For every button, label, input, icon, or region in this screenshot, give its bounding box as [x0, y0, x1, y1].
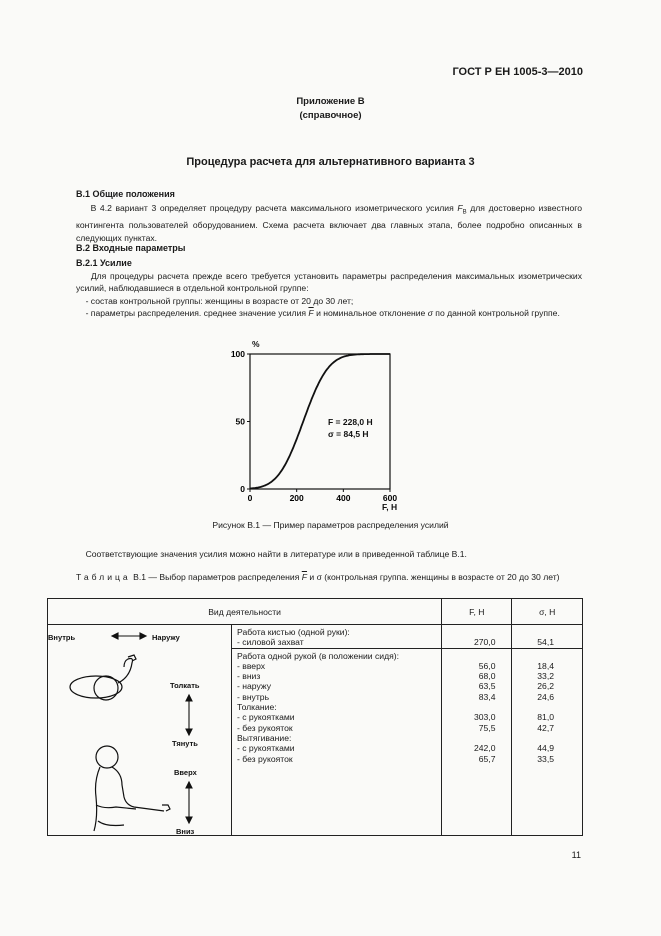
- b21-item2-b: и номинальное отклонение: [316, 308, 426, 319]
- row-label: - без рукояток: [237, 722, 293, 733]
- row-sigma-value: 33,5: [537, 753, 554, 764]
- row-label: - вниз: [237, 671, 261, 682]
- row-f-value: 63,5: [478, 681, 496, 692]
- y-axis-label: %: [252, 339, 260, 349]
- row-f-value: 56,0: [478, 660, 496, 671]
- label-outward: Наружу: [152, 633, 180, 642]
- label-down: Вниз: [176, 827, 195, 835]
- arrow-up-down: [186, 782, 192, 823]
- f-values-cell: [442, 625, 512, 836]
- row-label: - с рукоятками: [237, 712, 295, 723]
- row-label: Вытягивание:: [237, 732, 292, 743]
- row-sigma-value: 81,0: [537, 712, 554, 723]
- row-f-value: 68,0: [478, 671, 496, 682]
- sigma-values-cell: [512, 625, 583, 836]
- x-tick-label: 400: [336, 493, 351, 503]
- row-label: Работа одной рукой (в положении сидя):: [237, 650, 399, 661]
- label-push: Толкать: [170, 681, 200, 690]
- table-caption-symbol: $\overline{F}$: [301, 572, 308, 582]
- y-tick-label: 100: [230, 349, 245, 359]
- x-axis-label: F, Н: [382, 502, 398, 512]
- paragraph-after-figure: [76, 548, 582, 560]
- row-sigma-value: 54,1: [537, 637, 554, 648]
- label-pull: Тянуть: [172, 739, 198, 748]
- row-f-value: 303,0: [473, 712, 496, 723]
- row-f-value: 65,7: [478, 753, 496, 764]
- b21-text: Для процедуры расчета прежде всего требуется установить параметры распределения максимальных изометрических усилий, наблюдавшиеся в отдельной контрольной группе:: [76, 271, 582, 294]
- label-up: Вверх: [174, 768, 197, 777]
- section-title: Процедура расчета для альтернативного варианта 3: [186, 156, 475, 168]
- posture-sketches: [48, 625, 231, 835]
- row-f-value: [442, 733, 495, 743]
- row-label: Толкание:: [237, 702, 277, 713]
- x-tick-label: 200: [289, 493, 304, 503]
- row-f-value: [442, 702, 495, 712]
- document-code: ГОСТ Р ЕН 1005-3—2010: [452, 66, 583, 78]
- y-tick-label: 0: [240, 484, 245, 494]
- row-f-value: [442, 627, 495, 637]
- row-sigma-value: 42,7: [537, 722, 554, 733]
- row-sigma-value: [512, 702, 554, 712]
- activity-cell: [232, 625, 442, 836]
- table-caption: [76, 571, 582, 583]
- figure-caption: Рисунок В.1 — Пример параметров распределения усилий: [212, 520, 449, 530]
- header-f: F, Н: [442, 599, 512, 625]
- row-sigma-value: 33,2: [537, 671, 554, 682]
- row-f-value: 83,4: [478, 691, 496, 702]
- sketch-cell: [48, 625, 232, 836]
- fb-symbol: F: [457, 203, 463, 213]
- heading-b21: В.2.1 Усилие: [76, 258, 132, 268]
- x-tick-label: 600: [382, 493, 398, 503]
- table-caption-a: В.1 — Выбор параметров распределения: [133, 572, 300, 582]
- table-header-row: [48, 599, 583, 625]
- row-sigma-value: 24,6: [537, 691, 554, 702]
- x-tick-label: 0: [247, 493, 253, 503]
- header-sigma: σ, Н: [512, 599, 583, 625]
- row-label: Работа кистью (одной руки):: [237, 627, 350, 637]
- b1-text-b: для достоверно известного контингента пользователей оборудованием. Схема расчета включает два главных этапа, более подробно описанных в следующих пунктах.: [76, 203, 582, 243]
- top-view-figure: [70, 655, 136, 700]
- row-label: - силовой захват: [237, 637, 304, 648]
- b21-item2-c: по данной контрольной группе.: [435, 308, 560, 319]
- row-label: - внутрь: [237, 691, 270, 702]
- b21-item1: - состав контрольной группы: женщины в возрасте от 20 до 30 лет;: [85, 295, 354, 306]
- header-activity: Вид деятельности: [48, 599, 442, 625]
- row-sigma-value: 26,2: [537, 681, 554, 692]
- fb-subscript: B: [462, 209, 467, 216]
- mean-annotation: F = 228,0 Н: [328, 417, 373, 427]
- sigma-annotation: σ = 84,5 Н: [328, 429, 369, 439]
- row-label: - вверх: [237, 660, 266, 671]
- after-figure-text: Соответствующие значения усилия можно найти в литературе или в приведенной таблице В.1.: [85, 549, 467, 559]
- annex-name: Приложение В: [296, 96, 365, 107]
- arrow-push-pull: [186, 695, 192, 735]
- row-sigma-value: [512, 627, 554, 637]
- f-mean-symbol: $\overline{F}$: [308, 308, 314, 319]
- b21-item2-a: - параметры распределения. среднее значение усилия: [85, 308, 307, 319]
- table-body-row: [48, 625, 583, 836]
- heading-b2: В.2 Входные параметры: [76, 243, 186, 253]
- row-f-value: 270,0: [473, 637, 496, 648]
- table-caption-label: Таблица: [76, 572, 131, 582]
- heading-b1: В.1 Общие положения: [76, 189, 175, 199]
- row-label: - наружу: [237, 681, 271, 692]
- y-tick-label: 50: [235, 416, 245, 427]
- row-sigma-value: 44,9: [537, 743, 554, 754]
- row-sigma-value: 18,4: [537, 660, 554, 671]
- side-view-figure: [94, 746, 170, 831]
- sigma-symbol: σ: [427, 308, 433, 319]
- b1-text-a: В 4.2 вариант 3 определяет процедуру расчета максимального изометрического усилия: [90, 203, 454, 213]
- row-f-value: 75,5: [478, 722, 496, 733]
- row-sigma-value: [512, 651, 554, 661]
- row-f-value: 242,0: [473, 743, 496, 754]
- arrow-horizontal: [112, 633, 146, 639]
- page-number: 11: [571, 850, 581, 860]
- force-table: [47, 598, 583, 836]
- row-label: - с рукоятками: [237, 743, 295, 754]
- row-sigma-value: [512, 733, 554, 743]
- row-label: - без рукояток: [237, 753, 293, 764]
- annex-type: (справочное): [299, 110, 362, 121]
- label-inward: Внутрь: [48, 633, 76, 642]
- table-caption-b: и σ (контрольная группа. женщины в возрасте от 20 до 30 лет): [309, 572, 560, 582]
- row-f-value: [442, 651, 495, 661]
